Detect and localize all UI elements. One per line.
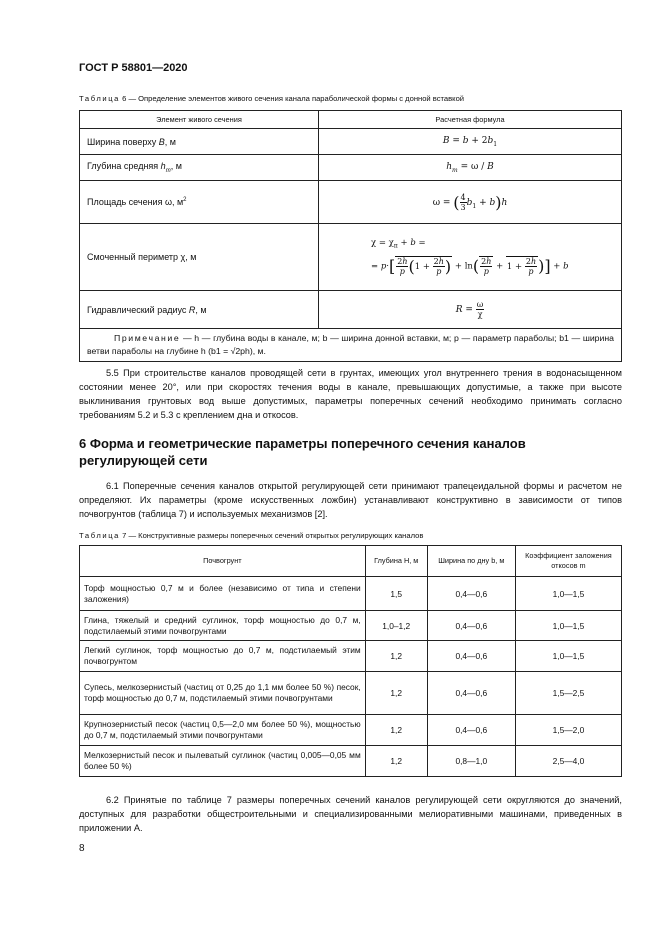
table6-element-area: Площадь сечения ω, $м^2$: [80, 181, 319, 224]
table7-depth: 1,5: [365, 577, 427, 611]
table6-caption: [79, 94, 464, 103]
table7-soil: Глина, тяжелый и средний суглинок, торф мощностью до 0,7 м, подстилаемый этими почвогрунтами: [80, 611, 366, 641]
table7-header-row: [80, 546, 622, 577]
table6: [79, 110, 622, 362]
table6-col-element: Элемент живого сечения: [80, 111, 319, 129]
table6-element-depth: Глубина средняя $h_m$, м: [80, 155, 319, 181]
table7-width: 0,4—0,6: [427, 672, 515, 715]
table6-formula-area: ω = ( $\frac{4}{3}$ $b_1 + b)h$: [319, 181, 622, 224]
section-6-title: 6 Форма и геометрические параметры поперечного сечения каналов регулирующей сети: [79, 436, 526, 468]
table-row: [80, 611, 622, 641]
table-row: [80, 129, 622, 155]
paragraph-5-5: 5.5 При строительстве каналов проводящей сети в грунтах, имеющих угол внутреннего трения в водонасыщенном состоянии менее 20°, или при скоростях течения воды в канале, превышающих допустимые, а также при высоте выклинивания грунтовых вод выше допустимых, параметры поперечных сечений необходимо принимать согласно требованиям 5.2 и 5.3 с креплением дна и откосов.: [79, 368, 622, 420]
table7-coef: 1,5—2,0: [515, 715, 621, 746]
table7-depth: 1,0–1,2: [365, 611, 427, 641]
table7-depth: 1,2: [365, 672, 427, 715]
table6-note-row: [80, 329, 622, 362]
table6-formula-depth: $h_m = \omega / B$: [319, 155, 622, 181]
table-row: [80, 746, 622, 777]
table7-depth: 1,2: [365, 715, 427, 746]
table7-caption-text: 7 — Конструктивные размеры поперечных сечений открытых регулирующих каналов: [122, 531, 424, 540]
table-row: [80, 577, 622, 611]
table-row: [80, 641, 622, 672]
table7-depth: 1,2: [365, 746, 427, 777]
table7-col-depth: Глубина H, м: [365, 546, 427, 577]
table6-formula-width: $B = b + 2b_1$: [319, 129, 622, 155]
table-row: [80, 181, 622, 224]
table7-col-soil: Почвогрунт: [80, 546, 366, 577]
table7-width: 0,4—0,6: [427, 641, 515, 672]
table-row: [80, 672, 622, 715]
table-row: [80, 155, 622, 181]
table7-coef: 2,5—4,0: [515, 746, 621, 777]
table6-formula-perimeter: $\chi = \chi_п + b$ = = p·[ $\frac{2h}{p}$ (1 + $\frac{2h}{p}$ ) + ln( $\frac{2h}{p}$ + 1 + $\frac{2h}{p}$ )] + b: [319, 224, 622, 291]
table6-caption-label: Таблица: [79, 94, 120, 103]
table6-element-radius: Гидравлический радиус R, м: [80, 291, 319, 329]
table7-soil: Торф мощностью 0,7 м и более (независимо от типа и степени заложения): [80, 577, 366, 611]
table-row: [80, 291, 622, 329]
table6-formula-radius: R = $\frac{\omega}{\chi}$: [319, 291, 622, 329]
page-number: 8: [79, 843, 85, 854]
table7-col-coef: Коэффициент заложения откосов m: [515, 546, 621, 577]
table7-width: 0,4—0,6: [427, 577, 515, 611]
table6-element-width: Ширина поверху B, м: [80, 129, 319, 155]
table7-soil: Мелкозернистый песок и пылеватый суглинок (частиц 0,005—0,05 мм более 50 %): [80, 746, 366, 777]
table7-width: 0,4—0,6: [427, 715, 515, 746]
table7: [79, 545, 622, 777]
table6-col-formula: Расчетная формула: [319, 111, 622, 129]
table7-soil: Крупнозернистый песок (частиц 0,5—2,0 мм более 50 %), мощностью до 0,7 м, подстилаемый этими почвогрунтами: [80, 715, 366, 746]
paragraph-6-1: 6.1 Поперечные сечения каналов открытой регулирующей сети принимают трапецеидальной формы и расчетом не определяют. Их параметры (кроме искусственных ложбин) устанавливают конструктивно в зависимости от типов почвогрунтов (таблица 7) и используемых механизмов [2].: [79, 481, 622, 519]
table-row: [80, 224, 622, 291]
paragraph-6-2: 6.2 Принятые по таблице 7 размеры поперечных сечений каналов регулирующей сети округляются до значений, доступных для разработки общестроительными и специализированными мелиоративными машинами, приведенных в приложении А.: [79, 795, 622, 833]
table7-width: 0,8—1,0: [427, 746, 515, 777]
table7-coef: 1,0—1,5: [515, 577, 621, 611]
table7-depth: 1,2: [365, 641, 427, 672]
table7-col-width: Ширина по дну b, м: [427, 546, 515, 577]
table7-soil: Супесь, мелкозернистый (частиц от 0,25 до 1,1 мм более 50 %) песок, торф мощностью до 0,7 м, подстилаемый этими почвогрунтами: [80, 672, 366, 715]
table7-caption: [79, 531, 423, 540]
table7-coef: 1,0—1,5: [515, 641, 621, 672]
table6-element-perimeter: Смоченный периметр χ, м: [80, 224, 319, 291]
table6-header-row: [80, 111, 622, 129]
table6-caption-text: 6 — Определение элементов живого сечения канала параболической формы с донной вставкой: [122, 94, 465, 103]
table6-note-text: — h — глубина воды в канале, м; b — ширина донной вставки, м; p — параметр параболы; b1 — ширина ветви параболы на глубине h (b1 = √2ph), м.: [87, 333, 614, 356]
table6-note-label: Примечание: [114, 333, 181, 343]
table6-note: [80, 329, 622, 362]
document-code: ГОСТ Р 58801—2020: [79, 62, 188, 74]
table7-coef: 1,0—1,5: [515, 611, 621, 641]
table-row: [80, 715, 622, 746]
table7-width: 0,4—0,6: [427, 611, 515, 641]
table7-caption-label: Таблица: [79, 531, 120, 540]
table7-soil: Легкий суглинок, торф мощностью до 0,7 м, подстилаемый этим почвогрунтом: [80, 641, 366, 672]
table7-coef: 1,5—2,5: [515, 672, 621, 715]
